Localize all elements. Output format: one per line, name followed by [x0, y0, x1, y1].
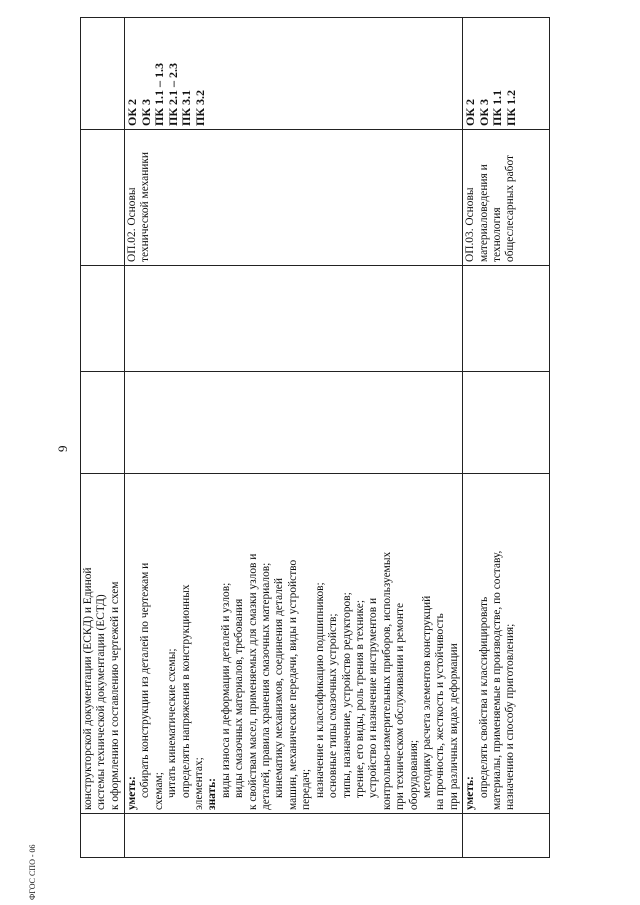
discipline-cell — [125, 130, 463, 266]
text-line: к оформлению и составлению чертежей и схем — [108, 581, 121, 810]
text-line: материалы, применяемые в производстве, по составу, — [490, 550, 503, 810]
competency-lines — [464, 477, 518, 810]
rotated-table-page — [80, 18, 550, 858]
empty-cell — [81, 130, 125, 266]
text-line: при техническом обслуживании и ремонте — [394, 602, 407, 810]
competency-table — [80, 17, 550, 858]
text-line: определять свойства и классифицировать — [477, 596, 490, 798]
index-cell — [463, 814, 550, 858]
text-line: устройство и назначение инструментов и — [367, 597, 380, 798]
competency-code: ПК 1.1 — [490, 89, 505, 126]
competency-code: ПК 1.1 – 1.3 — [152, 62, 167, 126]
index-cell — [81, 814, 125, 858]
codes-cell — [463, 18, 550, 130]
text-line: определять напряжения в конструкционных — [179, 584, 192, 798]
competency-code: ПК 3.2 — [192, 89, 207, 126]
discipline-cell — [463, 130, 550, 266]
discipline-line: ОП.03. Основы — [464, 187, 477, 262]
competency-code: ОК 3 — [138, 98, 153, 126]
codes-cell — [125, 18, 463, 130]
table-row — [125, 18, 463, 858]
discipline-line: общеслесарных работ — [504, 155, 517, 262]
empty-cell — [125, 372, 463, 474]
discipline-line: технология — [490, 207, 503, 262]
text-line: элементах; — [193, 757, 206, 810]
text-line: кинематику механизмов, соединения деталей — [273, 578, 286, 798]
empty-cell — [463, 372, 550, 474]
competency-codes — [464, 21, 518, 126]
empty-cell — [81, 18, 125, 130]
discipline-name — [126, 133, 153, 262]
text-line: на прочность, жесткость и устойчивость — [434, 613, 447, 810]
competency-cell — [463, 474, 550, 814]
discipline-name — [464, 133, 518, 262]
discipline-line: ОП.02. Основы — [126, 187, 138, 262]
competency-code: ОК 2 — [125, 98, 139, 126]
footer-code: ФГОС СПО - 06 — [28, 844, 37, 900]
competency-lines — [126, 477, 461, 810]
discipline-line: технической механики — [139, 151, 152, 262]
competency-codes — [126, 21, 208, 126]
competency-cell — [81, 474, 125, 814]
text-line: системы технической документации (ЕСТД) — [95, 594, 108, 810]
text-line: собирать конструкции из деталей по чертежам и — [139, 562, 152, 798]
text-line: назначению и способу приготовления; — [504, 623, 517, 810]
text-line: контрольно-измерительных приборов, используемых — [380, 551, 393, 810]
page-number: 9 — [55, 445, 70, 452]
section-heading: уметь: — [464, 776, 477, 810]
competency-lines — [82, 477, 122, 810]
competency-cell — [125, 474, 463, 814]
table-row — [463, 18, 550, 858]
competency-code: ПК 2.1 – 2.3 — [165, 62, 180, 126]
text-line: читать кинематические схемы; — [166, 648, 179, 798]
empty-cell — [81, 266, 125, 372]
text-line: при различных видах деформации — [447, 643, 460, 810]
text-line: назначение и классификацию подшипников; — [313, 582, 326, 798]
index-cell — [125, 814, 463, 858]
text-line: конструкторской документации (ЕСКД) и Единой — [82, 567, 94, 810]
empty-cell — [81, 372, 125, 474]
table-row — [81, 18, 125, 858]
text-line: передач; — [300, 768, 313, 810]
text-line: деталей, правила хранения смазочных материалов; — [260, 562, 273, 810]
text-line: оборудования; — [407, 739, 420, 810]
text-line: методику расчета элементов конструкций — [420, 595, 433, 798]
text-line: схемам; — [152, 772, 165, 810]
text-line: виды смазочных материалов, требования — [233, 598, 246, 798]
section-heading: знать: — [206, 778, 219, 810]
text-line: основные типы смазочных устройств; — [327, 613, 340, 798]
empty-cell — [463, 266, 550, 372]
empty-cell — [125, 266, 463, 372]
text-line: типы, назначение, устройство редукторов; — [340, 592, 353, 798]
competency-code: ОК 2 — [463, 98, 478, 126]
competency-code: ПК 1.2 — [503, 89, 518, 126]
text-line: виды износа и деформации деталей и узлов; — [219, 582, 232, 798]
text-line: к свойствам масел, применяемых для смазки узлов и — [246, 553, 259, 810]
section-heading: уметь: — [126, 776, 138, 810]
competency-code: ПК 3.1 — [179, 89, 194, 126]
competency-code: ОК 3 — [476, 98, 491, 126]
text-line: машин, механические передачи, виды и устройство — [286, 559, 299, 810]
discipline-line: материаловедения и — [477, 164, 490, 262]
text-line: трение, его виды, роль трения в технике; — [353, 600, 366, 798]
